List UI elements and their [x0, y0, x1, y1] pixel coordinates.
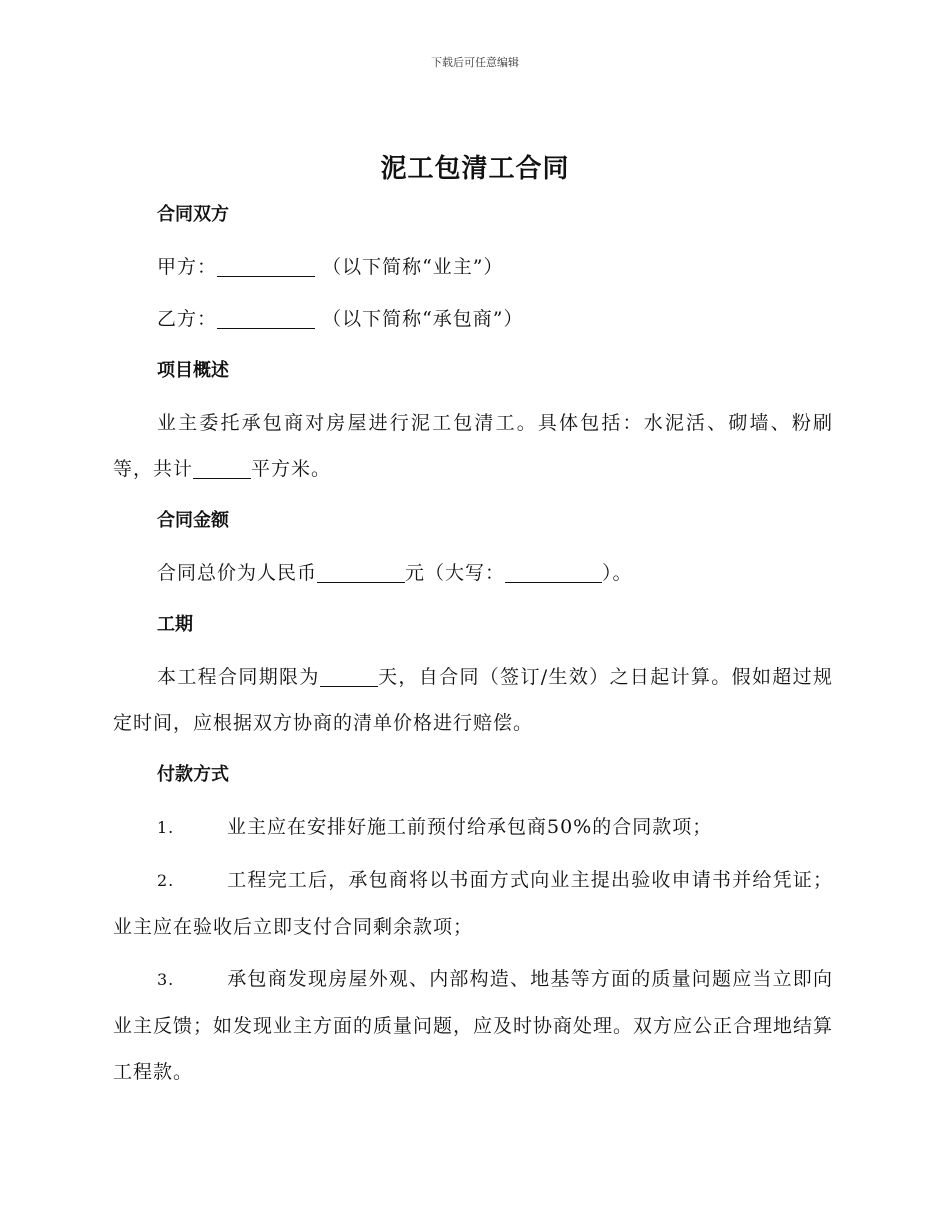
section-heading-parties: 合同双方: [157, 204, 229, 225]
section-heading-period: 工期: [157, 614, 193, 635]
payment-item: [113, 804, 833, 851]
amount-text-3: ）。: [602, 562, 633, 584]
payment-item-number: 2.: [157, 871, 175, 890]
period-text-1: 本工程合同期限为: [157, 666, 320, 688]
payment-item-text: 承包商发现房屋外观、内部构造、地基等方面的质量问题应当立即向业主反馈；如发现业主方面的质量问题，应及时协商处理。双方应公正合理地结算工程款。: [113, 968, 834, 1083]
party-a-label: 甲方：: [157, 256, 218, 278]
party-a-line: [113, 244, 833, 290]
payment-item-text: 工程完工后，承包商将以书面方式向业主提出验收申请书并给凭证；业主应在验收后立即支付合同剩余款项；: [113, 869, 833, 938]
section-heading-overview: 项目概述: [157, 360, 229, 381]
section-heading-amount: 合同金额: [157, 510, 229, 531]
days-blank: [320, 664, 378, 687]
payment-item: [113, 956, 833, 1095]
party-b-suffix: （以下简称“承包商”）: [322, 308, 524, 330]
overview-text-2: 平方米。: [251, 458, 332, 480]
section-heading-payment: 付款方式: [157, 764, 229, 785]
payment-item-number: 1.: [157, 818, 175, 837]
party-b-blank: [217, 306, 315, 329]
party-b-line: [113, 296, 833, 342]
period-text-2: 天，自合同（签订/生效）之日起计算。假如超过规定时间，应根据双方协商的清单价格进行赔偿。: [113, 666, 833, 734]
payment-item-number: 3.: [157, 970, 175, 989]
amount-words-blank: [505, 560, 602, 583]
document-title: 泥工包清工合同: [380, 154, 570, 184]
header-note: 下载后可任意编辑: [431, 56, 519, 69]
party-b-label: 乙方：: [157, 308, 218, 330]
area-blank: [193, 456, 251, 479]
amount-number-blank: [317, 560, 405, 583]
party-a-suffix: （以下简称“业主”）: [322, 256, 504, 278]
payment-item: [113, 857, 833, 950]
overview-text-1: 业主委托承包商对房屋进行泥工包清工。具体包括：水泥活、砌墙、粉刷等，共计: [113, 412, 833, 480]
amount-text-2: 元（大写：: [405, 562, 506, 584]
party-a-blank: [217, 254, 315, 277]
payment-item-text: 业主应在安排好施工前预付给承包商50%的合同款项；: [227, 816, 713, 838]
overview-paragraph: [113, 400, 833, 492]
amount-text-1: 合同总价为人民币: [157, 562, 318, 584]
document-body: [113, 192, 833, 1101]
period-paragraph: [113, 654, 833, 746]
amount-paragraph: [113, 550, 833, 596]
